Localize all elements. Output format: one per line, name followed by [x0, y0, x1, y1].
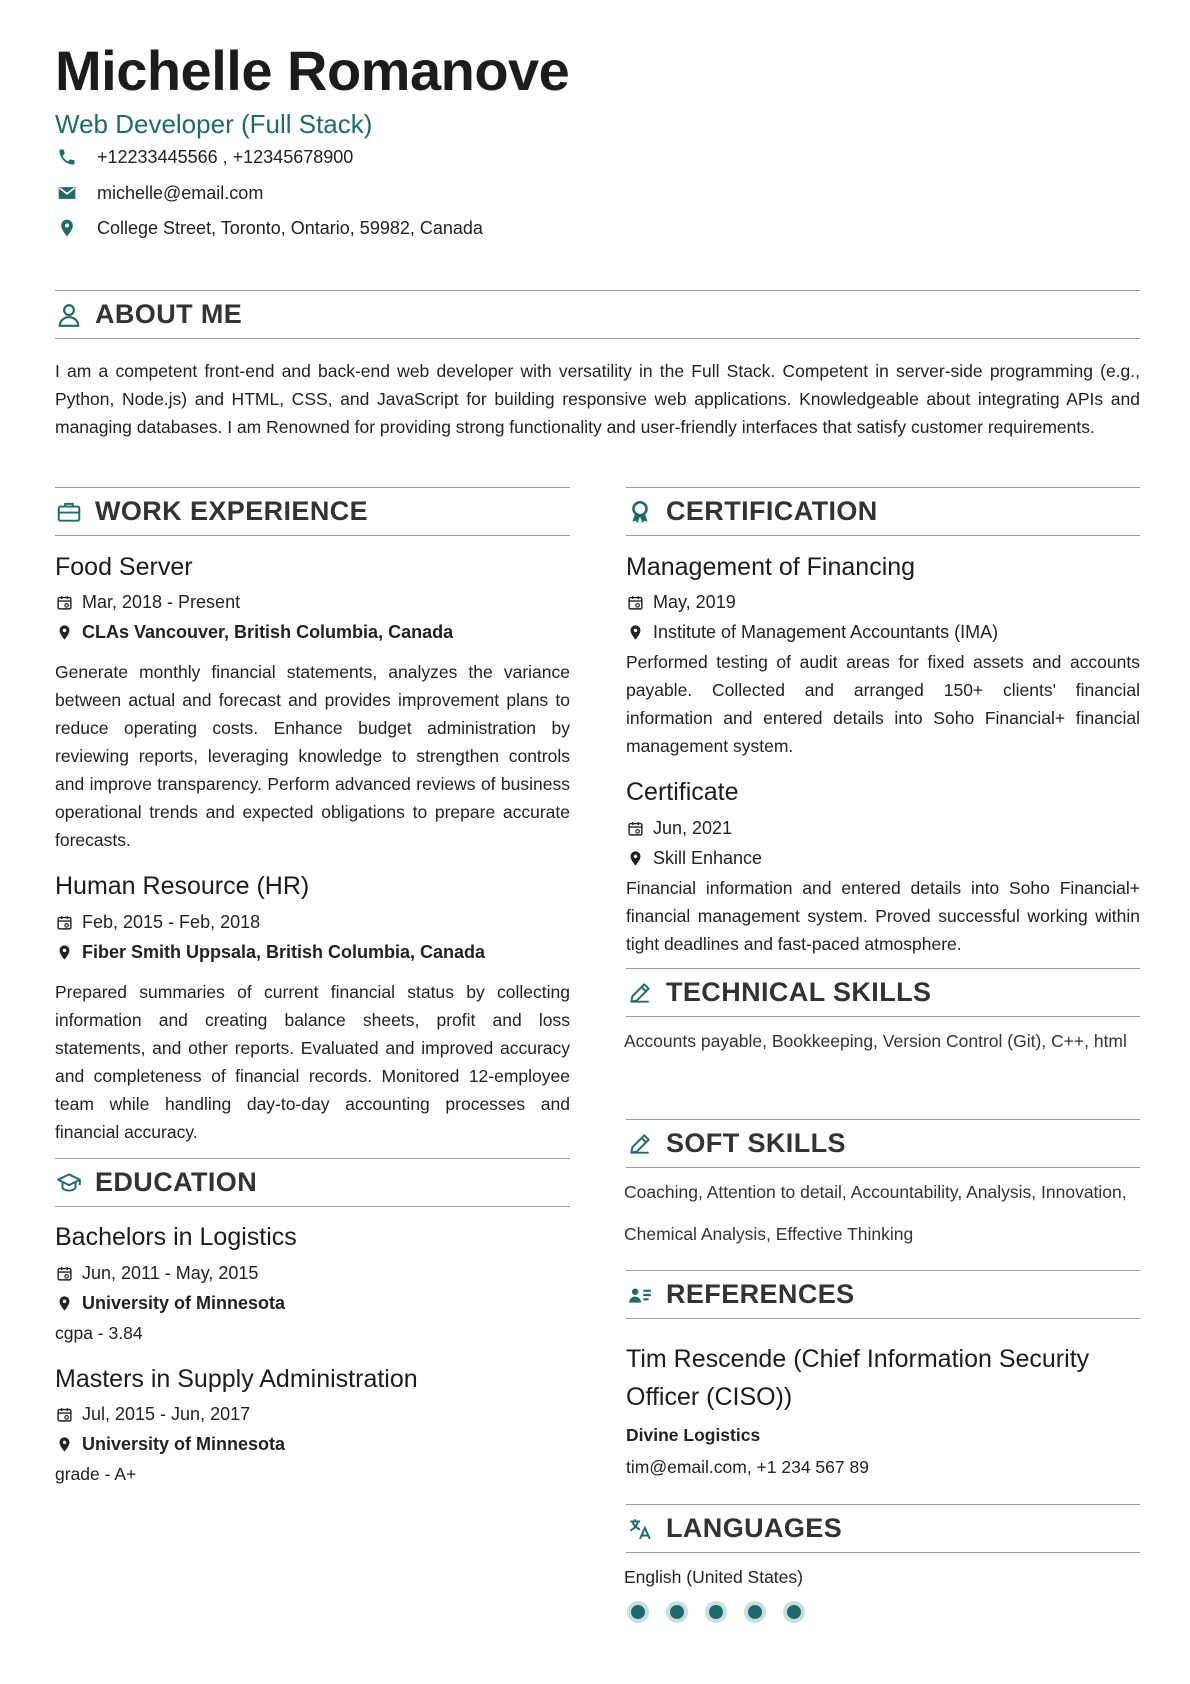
candidate-role: Web Developer (Full Stack) [55, 109, 373, 139]
certification-date [626, 816, 732, 840]
work-heading: WORK EXPERIENCE [95, 496, 369, 526]
proficiency-dot [705, 1601, 727, 1623]
education-date-text: Jun, 2011 - May, 2015 [82, 1262, 259, 1283]
calendar-icon [626, 593, 644, 611]
education-heading: EDUCATION [95, 1167, 258, 1197]
mail-icon [55, 181, 79, 205]
technical-skills-heading: TECHNICAL SKILLS [666, 977, 932, 1007]
location-pin-icon [55, 1294, 73, 1312]
certification-issuer-text: Institute of Management Accountants (IMA) [653, 621, 999, 642]
pencil-icon [626, 1130, 654, 1158]
education-school-text: University of Minnesota [82, 1292, 286, 1313]
calendar-icon [55, 913, 73, 931]
reference-contact: tim@email.com, +1 234 567 89 [626, 1457, 869, 1477]
proficiency-dot [666, 1601, 688, 1623]
certification-title: Management of Financing [626, 553, 916, 581]
work-description: Generate monthly financial statements, analyzes the variance between actual and forecast and provides improvement plans to reduce operating costs. Enhance budget administration by reviewing reports, leveraging knowledge to strengthen controls and improve transparency. Perform advanced reviews of business operational trends and expected obligations to prepare accurate forecasts. [55, 662, 570, 850]
work-date [55, 910, 260, 934]
email-text: michelle@email.com [97, 182, 264, 203]
work-date-text: Feb, 2015 - Feb, 2018 [82, 911, 261, 932]
work-section-header [55, 487, 570, 536]
education-date-text: Jul, 2015 - Jun, 2017 [82, 1403, 251, 1424]
location-pin-icon [55, 943, 73, 961]
calendar-icon [55, 1405, 73, 1423]
proficiency-dot [783, 1601, 805, 1623]
user-icon [55, 301, 83, 329]
work-location-text: Fiber Smith Uppsala, British Columbia, Canada [82, 941, 486, 962]
pencil-icon [626, 979, 654, 1007]
reference-company: Divine Logistics [626, 1425, 761, 1445]
work-title: Food Server [55, 553, 193, 581]
technical-skills-section-header [626, 968, 1140, 1017]
education-section-header [55, 1158, 570, 1207]
certification-title: Certificate [626, 778, 739, 806]
phone-text: +12233445566 , +12345678900 [97, 146, 354, 167]
soft-skills-text: Coaching, Attention to detail, Accountability, Analysis, Innovation, Chemical Analysis, Effective Thinking [624, 1182, 1127, 1244]
work-date-text: Mar, 2018 - Present [82, 591, 241, 612]
education-school [55, 1432, 285, 1456]
education-school-text: University of Minnesota [82, 1433, 286, 1454]
location-pin-icon [626, 623, 644, 641]
reference-name: Tim Rescende (Chief Information Security Officer (CISO)) [626, 1345, 1090, 1411]
references-heading: REFERENCES [666, 1279, 855, 1309]
certification-date [626, 590, 736, 614]
education-school [55, 1291, 285, 1315]
location-pin-icon [626, 849, 644, 867]
education-date [55, 1402, 250, 1426]
work-location-text: CLAs Vancouver, British Columbia, Canada [82, 621, 454, 642]
calendar-icon [55, 593, 73, 611]
certification-description: Financial information and entered details into Soho Financial+ financial management system. Proved successful working within tight deadlines and fast-paced atmosphere. [626, 878, 1140, 954]
education-title: Bachelors in Logistics [55, 1223, 297, 1251]
location-pin-icon [55, 623, 73, 641]
translate-icon [626, 1515, 654, 1543]
languages-section-header [626, 1504, 1140, 1553]
certification-date-text: Jun, 2021 [653, 817, 733, 838]
about-heading: ABOUT ME [95, 299, 243, 329]
education-date [55, 1261, 258, 1285]
phone-icon [55, 145, 79, 169]
about-section-header [55, 290, 1140, 339]
location-pin-icon [55, 216, 79, 240]
certification-date-text: May, 2019 [653, 591, 736, 612]
calendar-icon [626, 819, 644, 837]
language-name: English (United States) [624, 1567, 803, 1587]
contact-address [55, 216, 483, 240]
work-description: Prepared summaries of current financial status by collecting information and creating balance sheets, profit and loss statements, and other reports. Evaluated and improved accuracy and completeness of financial records. Monitored 12-employee team while handling day-to-day accounting processes and financial accuracy. [55, 982, 570, 1142]
address-text: College Street, Toronto, Ontario, 59982, Canada [97, 217, 483, 238]
work-title: Human Resource (HR) [55, 872, 310, 900]
briefcase-icon [55, 498, 83, 526]
contacts-list-icon [626, 1281, 654, 1309]
calendar-icon [55, 1264, 73, 1282]
technical-skills-text: Accounts payable, Bookkeeping, Version Control (Git), C++, html [624, 1031, 1127, 1051]
about-text: I am a competent front-end and back-end web developer with versatility in the Full Stack. Competent in server-side programming (e.g., Python, Node.js) and HTML, CSS, and JavaScript for building responsive web applications. Knowledgeable about integrating APIs and managing databases. I am Renowned for providing strong functionality and user-friendly interfaces that satisfy customer requirements. [55, 361, 1140, 437]
location-pin-icon [55, 1435, 73, 1453]
graduation-cap-icon [55, 1169, 83, 1197]
certification-description: Performed testing of audit areas for fixed assets and accounts payable. Collected and arranged 150+ clients' financial information and entered details into Soho Financial+ financial management system. [626, 652, 1140, 756]
certification-section-header [626, 487, 1140, 536]
education-title: Masters in Supply Administration [55, 1365, 418, 1393]
work-location [55, 940, 485, 964]
soft-skills-heading: SOFT SKILLS [666, 1128, 846, 1158]
certification-issuer-text: Skill Enhance [653, 847, 763, 868]
proficiency-dot [627, 1601, 649, 1623]
education-grade: grade - A+ [55, 1464, 137, 1484]
languages-heading: LANGUAGES [666, 1513, 843, 1543]
work-date [55, 590, 240, 614]
soft-skills-section-header [626, 1119, 1140, 1168]
language-proficiency-dots [627, 1601, 822, 1623]
certification-issuer [626, 620, 998, 644]
contact-email [55, 181, 263, 205]
education-grade: cgpa - 3.84 [55, 1323, 143, 1343]
references-section-header [626, 1270, 1140, 1319]
certification-heading: CERTIFICATION [666, 496, 878, 526]
candidate-name: Michelle Romanove [55, 39, 570, 102]
award-ribbon-icon [626, 498, 654, 526]
certification-issuer [626, 846, 762, 870]
contact-phone [55, 145, 353, 169]
proficiency-dot [744, 1601, 766, 1623]
work-location [55, 620, 453, 644]
